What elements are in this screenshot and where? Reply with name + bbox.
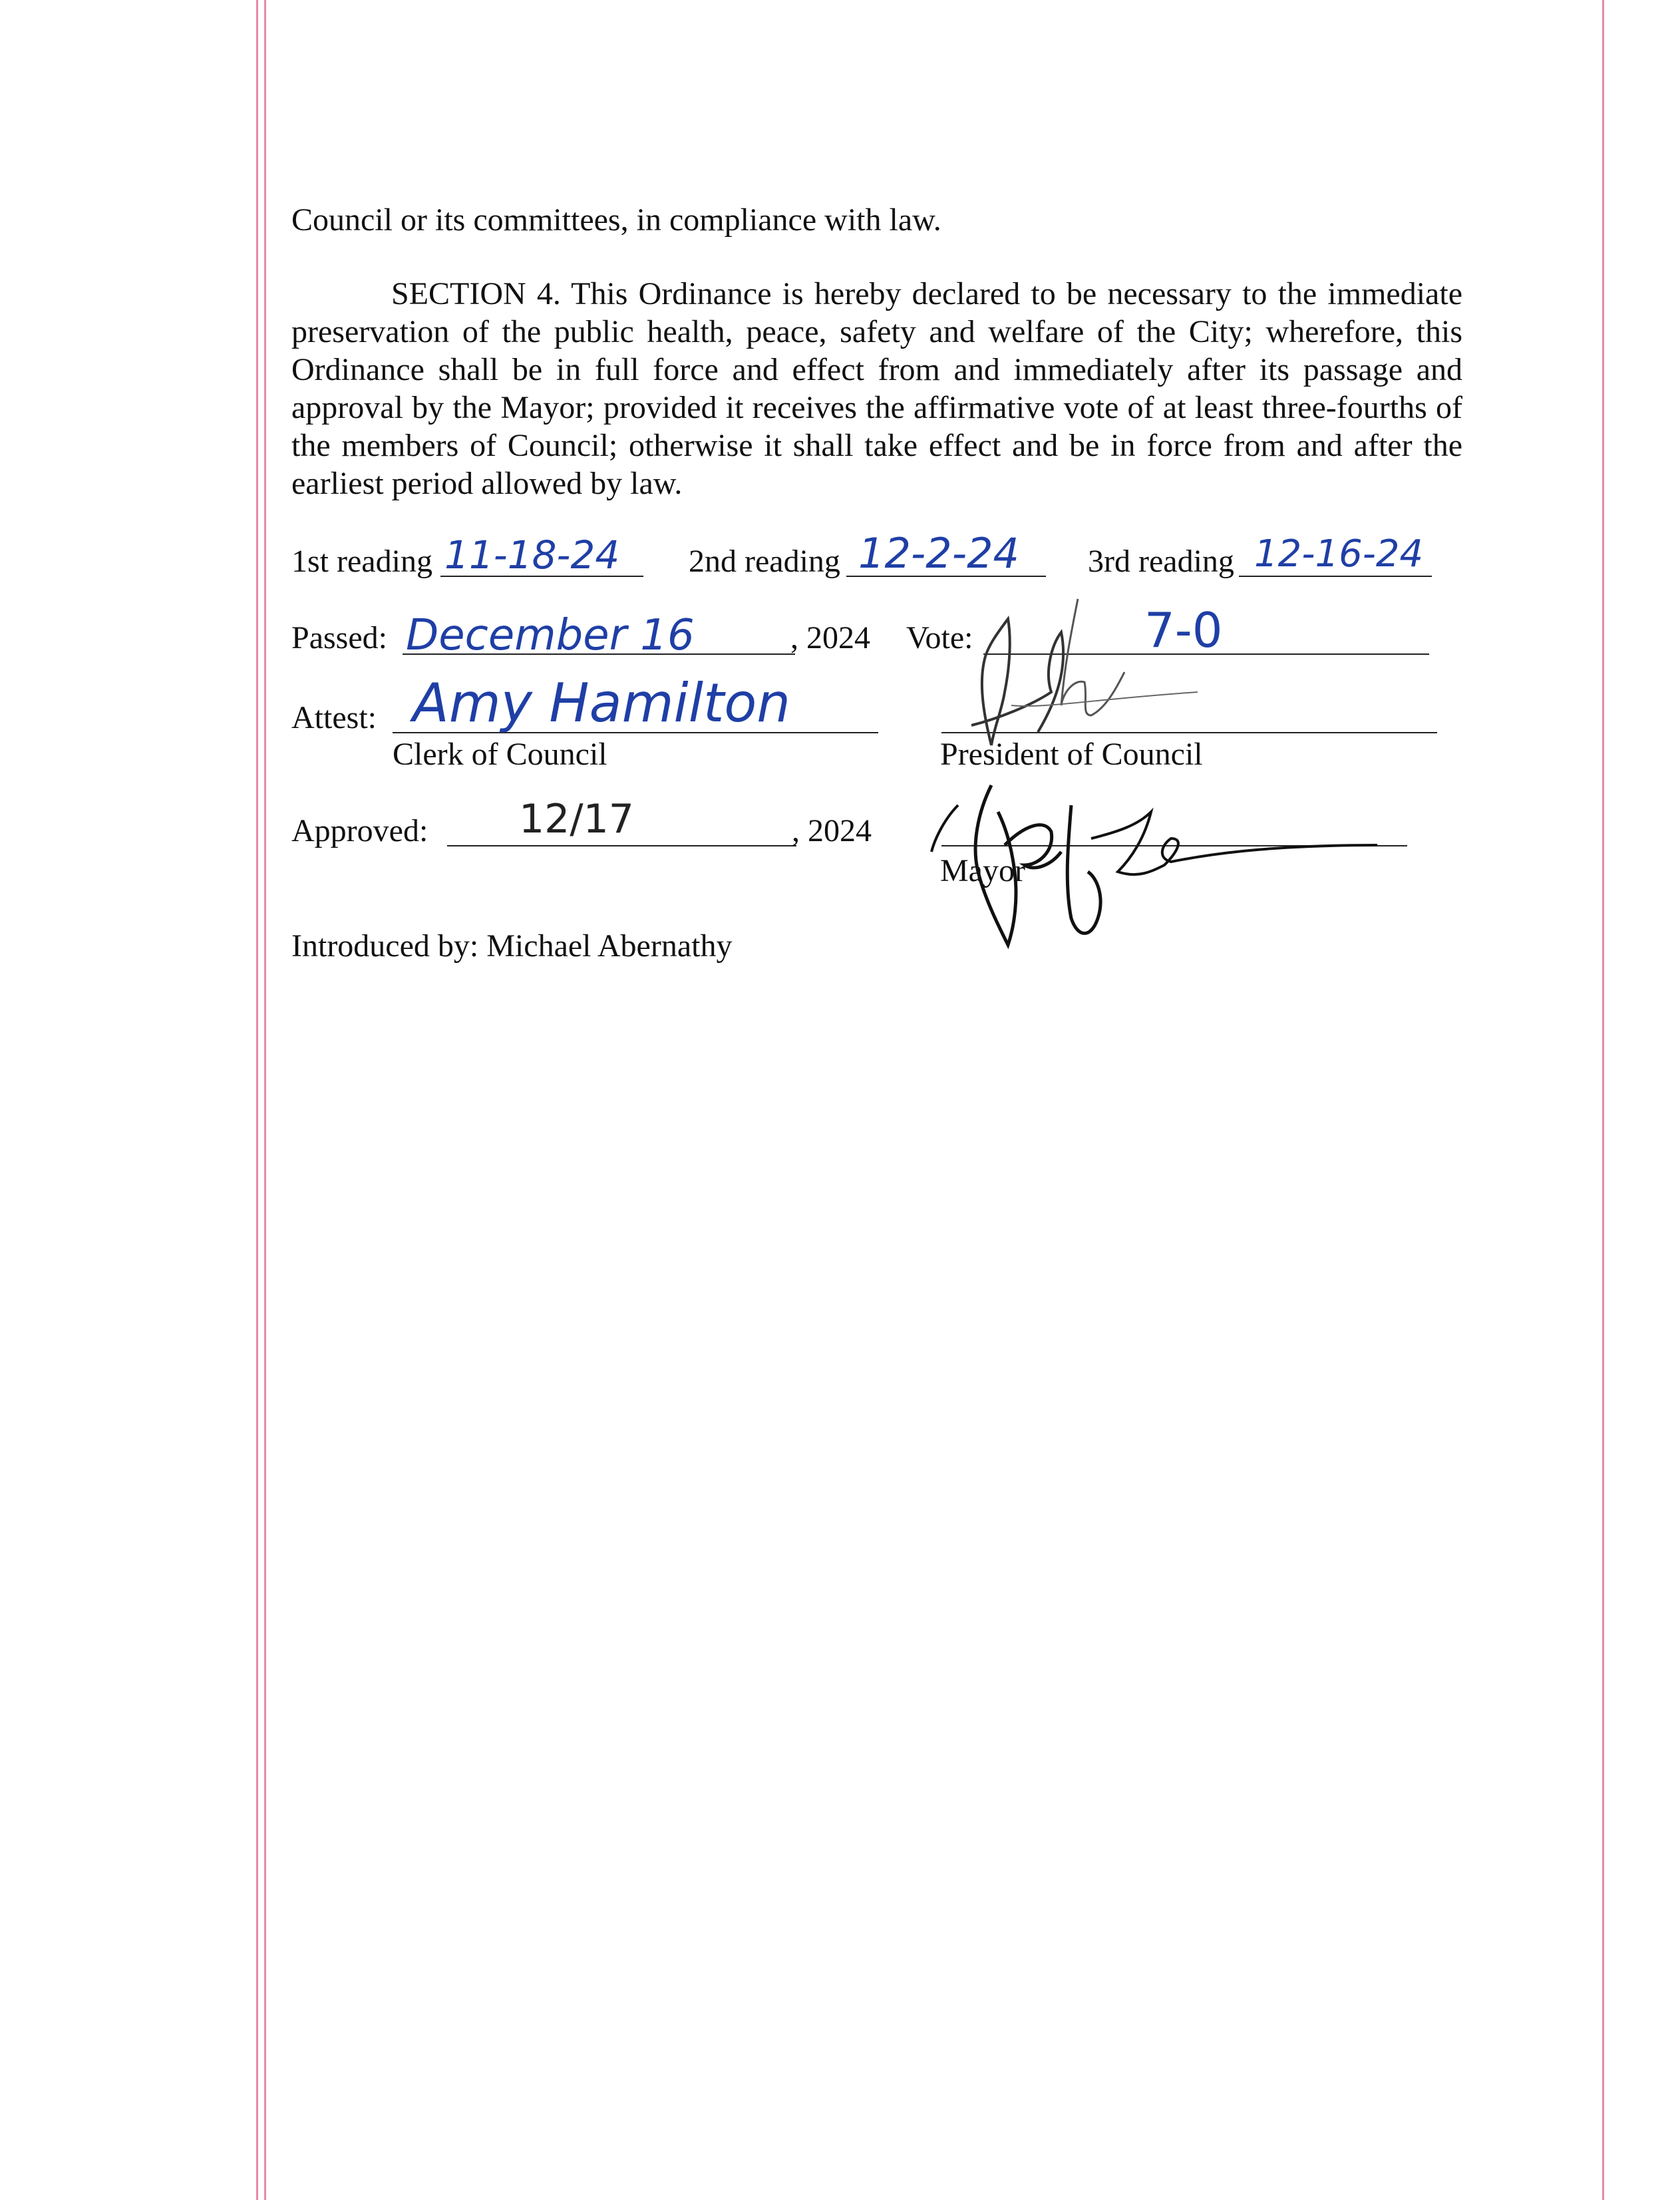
third-reading-line — [1239, 576, 1432, 577]
clerk-title: Clerk of Council — [393, 737, 607, 772]
attest-label: Attest: — [291, 700, 377, 735]
left-margin-line — [256, 0, 258, 2200]
second-reading-value: 12-2-24 — [858, 529, 1019, 578]
vote-label: Vote: — [906, 620, 973, 655]
passed-label: Passed: — [291, 620, 387, 655]
mayor-signature — [918, 772, 1397, 952]
approved-line — [447, 845, 796, 846]
passed-date-value: December 16 — [406, 611, 695, 660]
right-margin-line — [1602, 0, 1604, 2200]
mayor-title: Mayor — [940, 853, 1025, 888]
first-reading-label: 1st reading — [291, 544, 432, 579]
third-reading-label: 3rd reading — [1088, 544, 1234, 579]
vote-value: 7-0 — [1144, 602, 1223, 658]
approved-label: Approved: — [291, 813, 428, 848]
approved-year: , 2024 — [792, 813, 872, 848]
clerk-signature: Amy Hamilton — [413, 672, 791, 734]
president-signature — [945, 592, 1224, 752]
left-margin-line-inner — [264, 0, 266, 2200]
section-4-paragraph: SECTION 4. This Ordinance is hereby declared to be necessary to the immediate preservation of the public health, peace, safety and welfare of the City; wherefore, this Ordinance shall be in full force and effect from and immediately after its passage and approval by the Mayor; provided it receives the affirmative vote of at least three-fourths of the members of Council; otherwise it shall take effect and be in force from and after the earliest period allowed by law. — [291, 276, 1462, 501]
president-title: President of Council — [940, 737, 1203, 772]
carryover-line: Council or its committees, in compliance with law. — [291, 202, 941, 238]
passed-year: , 2024 — [790, 620, 870, 655]
third-reading-value: 12-16-24 — [1254, 532, 1424, 576]
introduced-by: Introduced by: Michael Abernathy — [291, 928, 733, 964]
approved-date-value: 12/17 — [519, 796, 634, 842]
second-reading-label: 2nd reading — [689, 544, 840, 579]
first-reading-value: 11-18-24 — [444, 532, 620, 578]
